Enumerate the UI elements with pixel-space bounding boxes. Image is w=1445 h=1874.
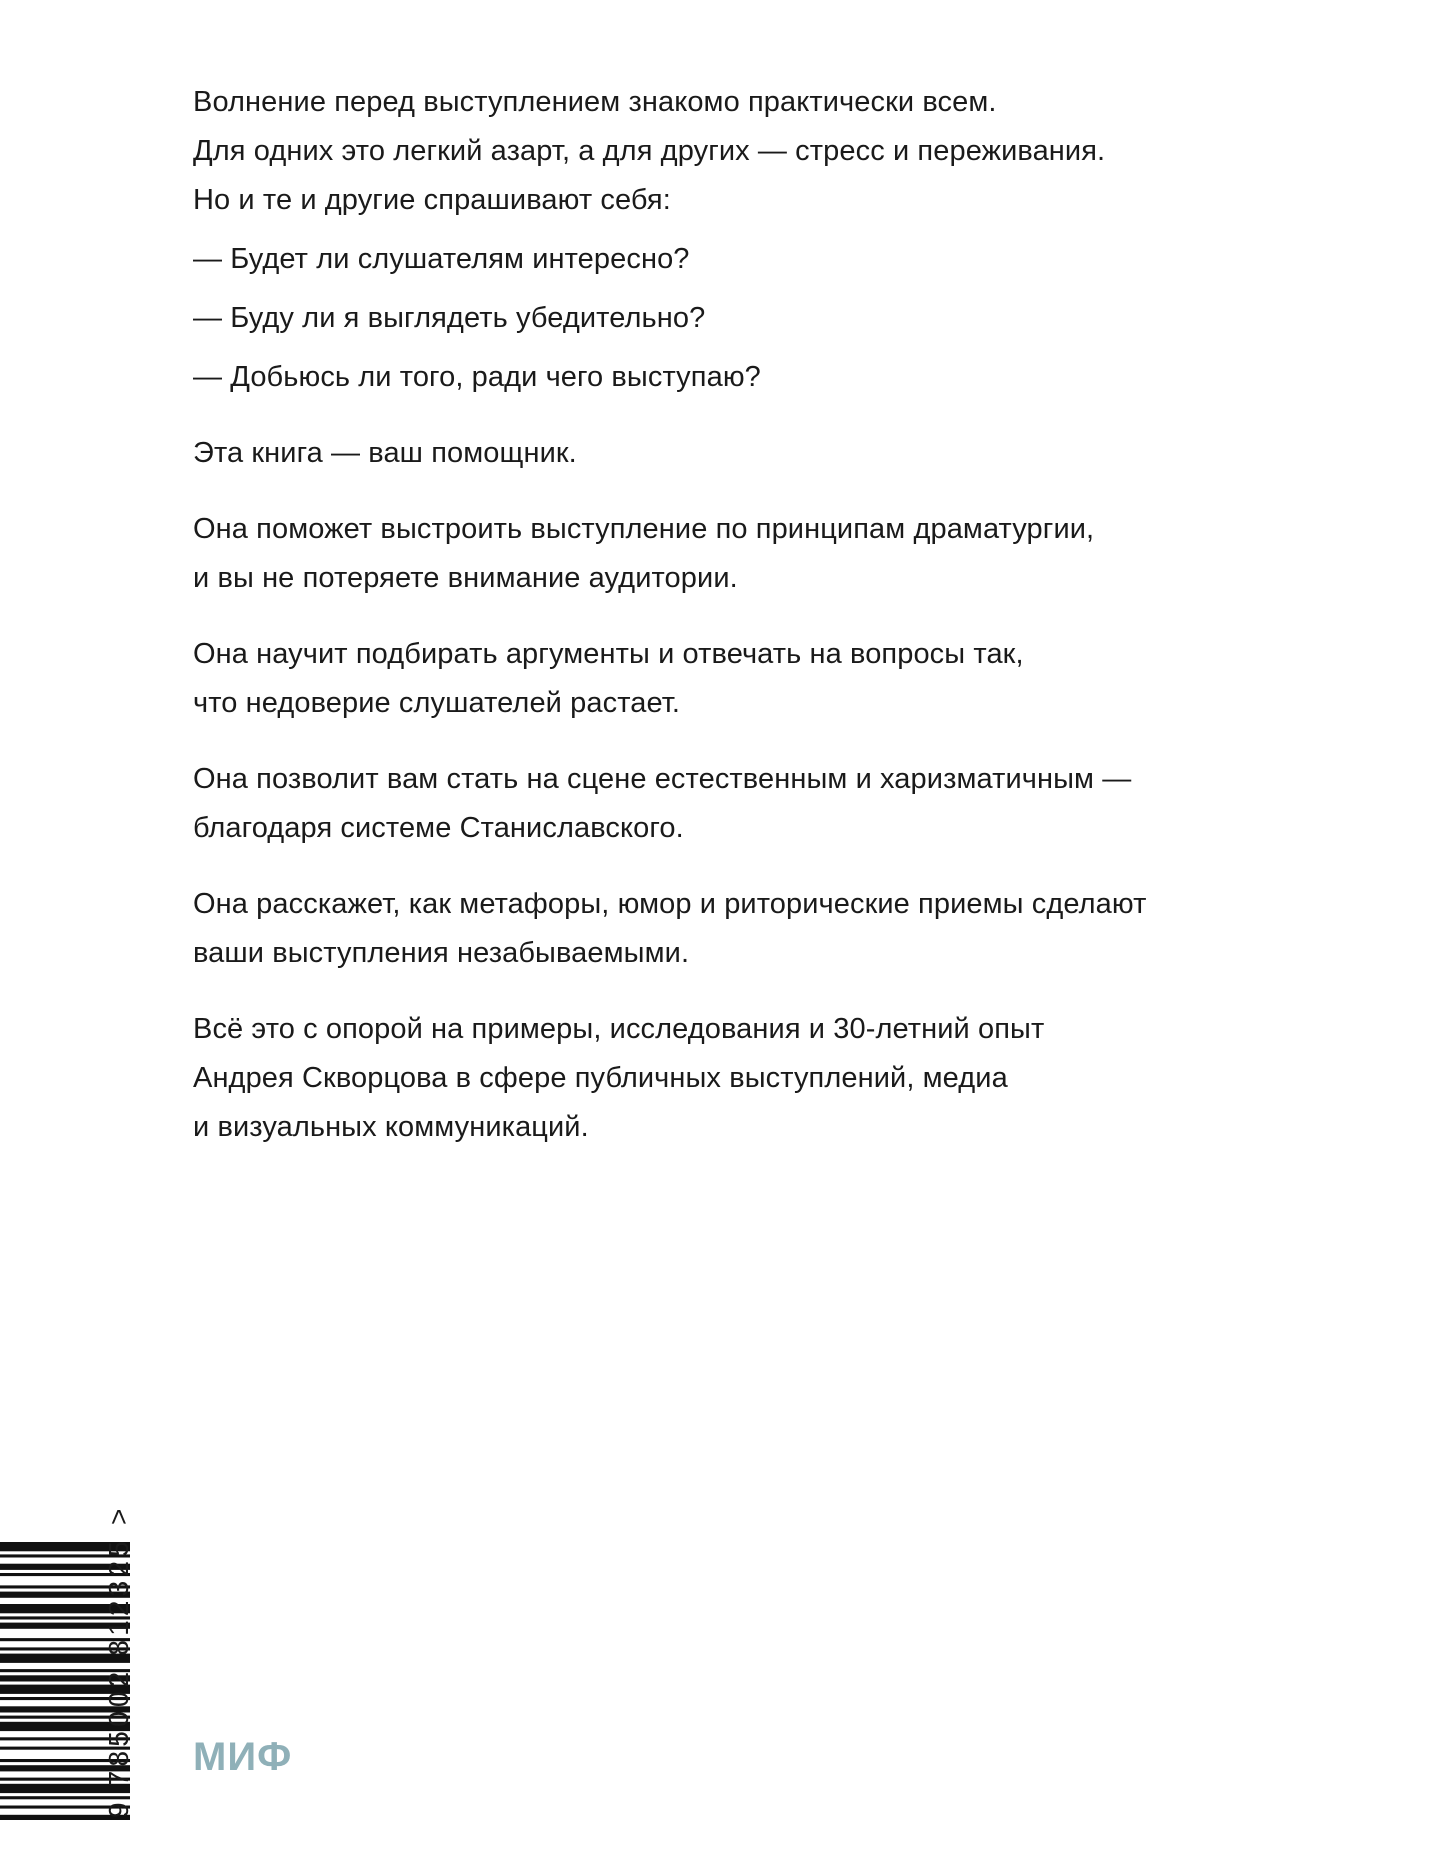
paragraph-rhetoric [193, 880, 1293, 978]
question-3 [193, 353, 1293, 402]
text-line: благодаря системе Станиславского. [193, 812, 684, 844]
question-1 [193, 235, 1293, 284]
text-line: Но и те и другие спрашивают себя: [193, 184, 671, 216]
text-line: — Будет ли слушателям интересно? [193, 243, 690, 275]
text-line: Эта книга — ваш помощник. [193, 437, 577, 469]
publisher-logo: МИФ [193, 1735, 293, 1779]
text-line: что недоверие слушателей растает. [193, 687, 681, 719]
isbn-barcode [0, 1520, 170, 1820]
text-line: Андрея Скворцова в сфере публичных выступлений, медиа [193, 1062, 1008, 1094]
text-line: Всё это с опорой на примеры, исследования и 30-летний опыт [193, 1013, 1045, 1045]
text-line: — Буду ли я выглядеть убедительно? [193, 302, 706, 334]
text-line: Она научит подбирать аргументы и отвечать на вопросы так, [193, 638, 1024, 670]
text-line: Она позволит вам стать на сцене естественным и харизматичным — [193, 763, 1132, 795]
text-line: ваши выступления незабываемыми. [193, 937, 690, 969]
text-line: — Добьюсь ли того, ради чего выступаю? [193, 361, 761, 393]
text-line: и вы не потеряете внимание аудитории. [193, 562, 738, 594]
paragraph-stanislavsky [193, 755, 1293, 853]
question-2 [193, 294, 1293, 343]
cover-blurb [193, 78, 1293, 1152]
paragraph-author [193, 1005, 1293, 1152]
paragraph-intro [193, 78, 1293, 225]
paragraph-dramaturgy [193, 505, 1293, 603]
text-line: Она поможет выстроить выступление по принципам драматургии, [193, 513, 1095, 545]
text-line: и визуальных коммуникаций. [193, 1111, 589, 1143]
text-line: Для одних это легкий азарт, а для других — стресс и переживания. [193, 135, 1106, 167]
text-line: Она расскажет, как метафоры, юмор и риторические приемы сделают [193, 888, 1147, 920]
paragraph-helper [193, 429, 1293, 478]
barcode-digits: 9 785002 812325 > [103, 1504, 134, 1818]
paragraph-arguments [193, 630, 1293, 728]
text-line: Волнение перед выступлением знакомо практически всем. [193, 86, 997, 118]
